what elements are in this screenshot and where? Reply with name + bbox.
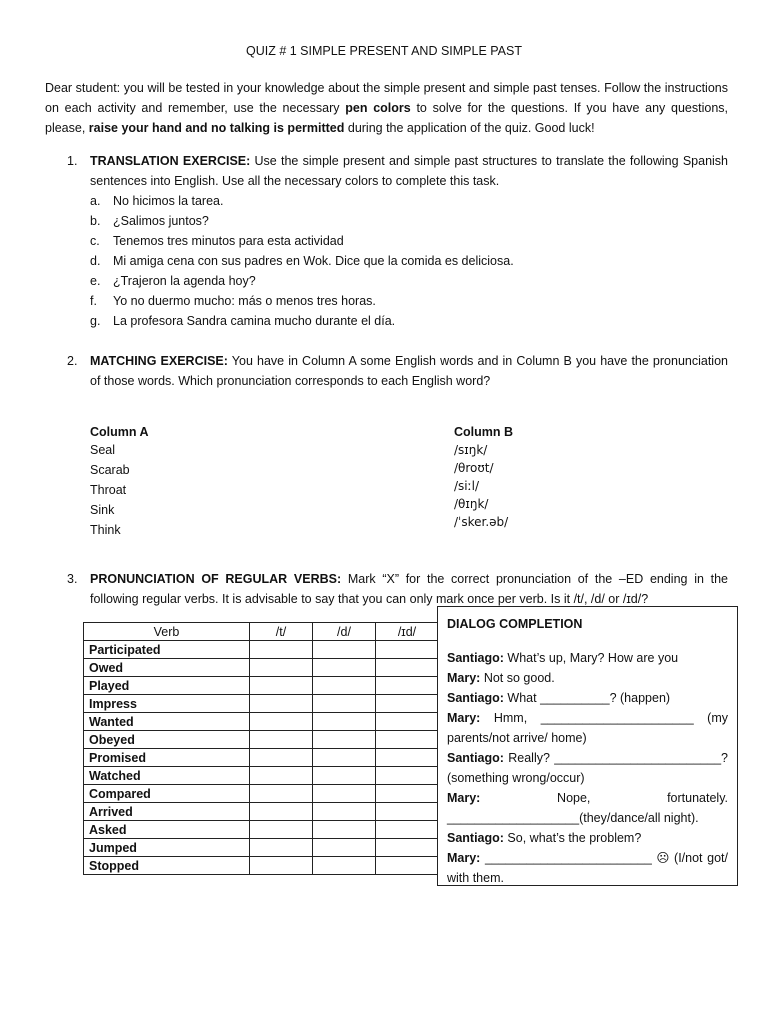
verb-cell: Compared bbox=[84, 785, 250, 803]
translation-list bbox=[90, 191, 728, 331]
matching-section bbox=[67, 351, 728, 391]
t-answer-cell[interactable] bbox=[250, 749, 313, 767]
id-column-header: /ɪd/ bbox=[376, 623, 439, 641]
t-answer-cell[interactable] bbox=[250, 839, 313, 857]
id-answer-cell[interactable] bbox=[376, 839, 439, 857]
item-text: ¿Salimos juntos? bbox=[113, 214, 209, 228]
verb-cell: Obeyed bbox=[84, 731, 250, 749]
dialog-line bbox=[447, 688, 728, 708]
id-answer-cell[interactable] bbox=[376, 695, 439, 713]
dialog-line bbox=[447, 648, 728, 668]
column-b-word: /ˈsker.əb/ bbox=[454, 515, 509, 529]
item-text: No hicimos la tarea. bbox=[113, 194, 224, 208]
table-row bbox=[84, 659, 439, 677]
t-answer-cell[interactable] bbox=[250, 857, 313, 875]
d-answer-cell[interactable] bbox=[313, 731, 376, 749]
section-label: MATCHING EXERCISE: bbox=[90, 354, 228, 368]
d-answer-cell[interactable] bbox=[313, 803, 376, 821]
verbs-table bbox=[83, 622, 439, 875]
item-text: La profesora Sandra camina mucho durante el día. bbox=[113, 314, 396, 328]
dialog-speaker: Mary: bbox=[447, 671, 481, 685]
section-label: TRANSLATION EXERCISE: bbox=[90, 154, 251, 168]
column-a-word: Seal bbox=[90, 443, 116, 457]
dialog-text: ________________________ ☹ (I/not got/ with them. bbox=[447, 851, 728, 885]
dialog-completion-box bbox=[437, 606, 738, 886]
table-row bbox=[84, 695, 439, 713]
section-text: You have in Column A some English words and in Column B you have the pronunciation of those words. Which pronunciation corresponds to each English word? bbox=[90, 354, 728, 388]
verb-cell: Arrived bbox=[84, 803, 250, 821]
dialog-title: DIALOG COMPLETION bbox=[447, 617, 583, 631]
column-b-word: /θɪŋk/ bbox=[454, 497, 489, 511]
d-answer-cell[interactable] bbox=[313, 677, 376, 695]
dialog-text: So, what’s the problem? bbox=[503, 831, 642, 845]
table-row bbox=[84, 803, 439, 821]
dialog-text: Nope, fortunately. ___________________(they/dance/all night). bbox=[447, 791, 728, 825]
section-number: 1. bbox=[67, 154, 78, 168]
section-label: PRONUNCIATION OF REGULAR VERBS: bbox=[90, 572, 342, 586]
list-item bbox=[90, 311, 728, 331]
t-answer-cell[interactable] bbox=[250, 677, 313, 695]
verb-column-header: Verb bbox=[84, 623, 250, 641]
dialog-speaker: Santiago: bbox=[447, 651, 504, 665]
dialog-speaker: Santiago: bbox=[447, 751, 504, 765]
column-a bbox=[90, 425, 149, 543]
table-row bbox=[84, 749, 439, 767]
verb-cell: Impress bbox=[84, 695, 250, 713]
t-answer-cell[interactable] bbox=[250, 731, 313, 749]
dialog-line bbox=[447, 668, 728, 688]
item-letter: b. bbox=[90, 214, 101, 228]
column-a-word: Sink bbox=[90, 503, 115, 517]
table-row bbox=[84, 731, 439, 749]
section-number: 2. bbox=[67, 354, 78, 368]
list-item bbox=[90, 231, 728, 251]
t-answer-cell[interactable] bbox=[250, 785, 313, 803]
item-text: ¿Trajeron la agenda hoy? bbox=[113, 274, 256, 288]
column-b-word: /sɪŋk/ bbox=[454, 443, 488, 457]
section-text: Use the simple present and simple past structures to translate the following Spanish sentences into English. Use all the necessary colors to complete this task. bbox=[90, 154, 728, 188]
table-row bbox=[84, 641, 439, 659]
id-answer-cell[interactable] bbox=[376, 803, 439, 821]
item-letter: d. bbox=[90, 254, 101, 268]
dialog-speaker: Santiago: bbox=[447, 831, 504, 845]
dialog-speaker: Santiago: bbox=[447, 691, 504, 705]
page-title: QUIZ # 1 SIMPLE PRESENT AND SIMPLE PAST bbox=[245, 44, 522, 58]
intro-bold-2: raise your hand and no talking is permitted bbox=[88, 121, 345, 135]
id-answer-cell[interactable] bbox=[376, 857, 439, 875]
verb-cell: Asked bbox=[84, 821, 250, 839]
list-item bbox=[90, 211, 728, 231]
verb-cell: Watched bbox=[84, 767, 250, 785]
table-row bbox=[84, 767, 439, 785]
dialog-text: Not so good. bbox=[480, 671, 555, 685]
column-b-word: /θroʊt/ bbox=[454, 461, 494, 475]
verb-cell: Participated bbox=[84, 641, 250, 659]
item-letter: g. bbox=[90, 314, 101, 328]
t-column-header: /t/ bbox=[250, 623, 313, 641]
section-instructions bbox=[90, 351, 728, 391]
t-answer-cell[interactable] bbox=[250, 803, 313, 821]
d-answer-cell[interactable] bbox=[313, 857, 376, 875]
id-answer-cell[interactable] bbox=[376, 767, 439, 785]
dialog-line bbox=[447, 848, 728, 888]
d-answer-cell[interactable] bbox=[313, 749, 376, 767]
verb-cell: Played bbox=[84, 677, 250, 695]
verb-cell: Stopped bbox=[84, 857, 250, 875]
t-answer-cell[interactable] bbox=[250, 641, 313, 659]
list-item bbox=[90, 291, 728, 311]
item-letter: f. bbox=[90, 294, 97, 308]
d-answer-cell[interactable] bbox=[313, 659, 376, 677]
t-answer-cell[interactable] bbox=[250, 821, 313, 839]
id-answer-cell[interactable] bbox=[376, 713, 439, 731]
table-row bbox=[84, 785, 439, 803]
id-answer-cell[interactable] bbox=[376, 659, 439, 677]
dialog-text: What __________? (happen) bbox=[503, 691, 671, 705]
table-row bbox=[84, 677, 439, 695]
verb-cell: Promised bbox=[84, 749, 250, 767]
table-row bbox=[84, 821, 439, 839]
d-answer-cell[interactable] bbox=[313, 839, 376, 857]
dialog-speaker: Mary: bbox=[447, 791, 481, 805]
verb-cell: Owed bbox=[84, 659, 250, 677]
item-letter: a. bbox=[90, 194, 101, 208]
id-answer-cell[interactable] bbox=[376, 785, 439, 803]
item-letter: c. bbox=[90, 234, 100, 248]
column-a-word: Scarab bbox=[90, 463, 130, 477]
list-item bbox=[90, 251, 728, 271]
intro-text-1: Dear student: you will be tested in your knowledge about the simple present and simple past tenses. Follow the instructions on each activity and remember, use the necessary bbox=[45, 81, 728, 115]
id-answer-cell[interactable] bbox=[376, 821, 439, 839]
list-item bbox=[90, 271, 728, 291]
d-answer-cell[interactable] bbox=[313, 641, 376, 659]
column-a-header: Column A bbox=[90, 425, 149, 439]
verb-cell: Jumped bbox=[84, 839, 250, 857]
section-text: Mark “X” for the correct pronunciation of the –ED ending in the following regular verbs. It is advisable to say that you can only mark once per verb. Is it /t/, /d/ or /ɪd/? bbox=[90, 572, 728, 606]
dialog-line bbox=[447, 748, 728, 788]
column-b bbox=[454, 425, 513, 533]
item-text: Yo no duermo mucho: más o menos tres horas. bbox=[113, 294, 376, 308]
d-answer-cell[interactable] bbox=[313, 785, 376, 803]
intro-text-3: during the application of the quiz. Good luck! bbox=[344, 121, 595, 135]
d-answer-cell[interactable] bbox=[313, 695, 376, 713]
dialog-text: What’s up, Mary? How are you bbox=[503, 651, 679, 665]
dialog-text: Hmm, ______________________ (my parents/not arrive/ home) bbox=[447, 711, 728, 745]
dialog-speaker: Mary: bbox=[447, 851, 481, 865]
t-answer-cell[interactable] bbox=[250, 713, 313, 731]
item-letter: e. bbox=[90, 274, 101, 288]
dialog-line bbox=[447, 788, 728, 828]
pronunciation-section bbox=[67, 569, 728, 609]
table-header-row bbox=[84, 623, 439, 641]
d-column-header: /d/ bbox=[313, 623, 376, 641]
dialog-text: Really? ________________________? (something wrong/occur) bbox=[447, 751, 728, 785]
column-b-word: /siːl/ bbox=[454, 479, 480, 493]
verb-cell: Wanted bbox=[84, 713, 250, 731]
column-a-word: Think bbox=[90, 523, 121, 537]
table-row bbox=[84, 713, 439, 731]
item-text: Mi amiga cena con sus padres en Wok. Dice que la comida es deliciosa. bbox=[113, 254, 514, 268]
section-instructions bbox=[90, 151, 728, 191]
intro-bold-1: pen colors bbox=[345, 101, 411, 115]
id-answer-cell[interactable] bbox=[376, 677, 439, 695]
section-number: 3. bbox=[67, 572, 78, 586]
dialog-line bbox=[447, 708, 728, 748]
intro-text-2: to solve for the questions. If you have any questions, please, bbox=[45, 101, 729, 135]
translation-section bbox=[67, 151, 728, 331]
section-instructions bbox=[90, 569, 728, 609]
dialog-line bbox=[447, 828, 728, 848]
d-answer-cell[interactable] bbox=[313, 821, 376, 839]
id-answer-cell[interactable] bbox=[376, 641, 439, 659]
column-b-header: Column B bbox=[454, 425, 514, 439]
table-row bbox=[84, 839, 439, 857]
list-item bbox=[90, 191, 728, 211]
t-answer-cell[interactable] bbox=[250, 767, 313, 785]
column-a-word: Throat bbox=[90, 483, 127, 497]
d-answer-cell[interactable] bbox=[313, 713, 376, 731]
table-row bbox=[84, 857, 439, 875]
id-answer-cell[interactable] bbox=[376, 731, 439, 749]
item-text: Tenemos tres minutos para esta actividad bbox=[113, 234, 344, 248]
id-answer-cell[interactable] bbox=[376, 749, 439, 767]
t-answer-cell[interactable] bbox=[250, 659, 313, 677]
t-answer-cell[interactable] bbox=[250, 695, 313, 713]
d-answer-cell[interactable] bbox=[313, 767, 376, 785]
dialog-speaker: Mary: bbox=[447, 711, 481, 725]
intro-paragraph bbox=[45, 78, 728, 138]
